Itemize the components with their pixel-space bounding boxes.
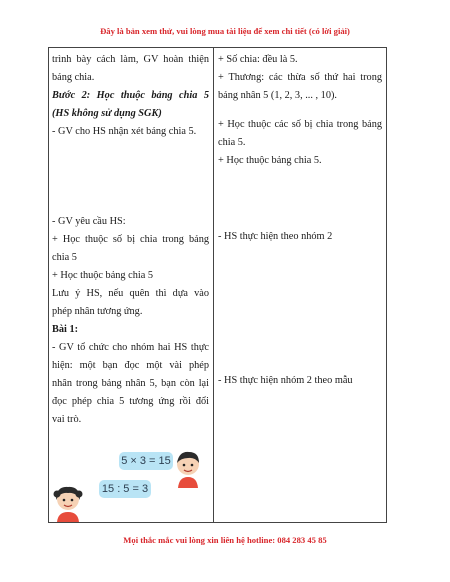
text-line: vai trò. xyxy=(52,414,82,425)
text-line: Lưu ý HS, nếu quên thì dựa vào xyxy=(52,288,209,299)
hotline-notice: Mọi thắc mắc vui lòng xin liên hệ hotline: 084 283 45 85 xyxy=(123,535,327,545)
text-line: - GV cho HS nhận xét bảng chia 5. xyxy=(52,126,197,137)
division-speech-bubble: 15 : 5 = 3 xyxy=(99,480,151,498)
text-line: trình bày cách làm, GV hoàn thiện xyxy=(52,54,209,65)
text-line: chia 5 xyxy=(52,252,77,263)
text-line: + Học thuộc các số bị chia trong bảng xyxy=(218,119,382,130)
lesson-table xyxy=(48,47,387,523)
exercise-illustration xyxy=(49,438,213,523)
text-line: + Học thuộc số bị chia trong bảng xyxy=(52,234,209,245)
spacer xyxy=(218,170,382,228)
text-line: + Thương: các thừa số thứ hai trong xyxy=(218,72,382,83)
text-line: - GV yêu cầu HS: xyxy=(52,216,126,227)
multiplication-speech-bubble: 5 × 3 = 15 xyxy=(119,452,173,470)
spacer xyxy=(218,246,382,372)
teacher-activities-column xyxy=(52,51,209,429)
text-line: + Số chia: đều là 5. xyxy=(218,54,298,65)
text-line: nhân trong bảng nhân 5, bạn còn lại xyxy=(52,378,209,389)
text-line: - HS thực hiện theo nhóm 2 xyxy=(218,231,333,242)
step-2-title: Bước 2: Học thuộc bảng chia 5 xyxy=(52,90,209,101)
preview-notice: Đây là bản xem thử, vui lòng mua tài liệu để xem chi tiết (có lời giải) xyxy=(100,26,350,36)
text-line: + Học thuộc bảng chia 5. xyxy=(218,155,322,166)
text-line: hiện: một bạn đọc một vài phép xyxy=(52,360,209,371)
column-divider xyxy=(213,48,214,522)
boy-icon xyxy=(173,450,203,488)
text-line: bảng nhân 5 (1, 2, 3, ... , 10). xyxy=(218,90,337,101)
spacer xyxy=(52,141,209,213)
text-line: - HS thực hiện nhóm 2 theo mẫu xyxy=(218,375,353,386)
text-line: đọc phép chia 5 tương ứng rồi đổi xyxy=(52,396,209,407)
exercise-1-heading: Bài 1: xyxy=(52,324,79,335)
text-line: + Học thuộc bảng chia 5 xyxy=(52,270,154,281)
girl-icon xyxy=(52,484,84,522)
text-line: - GV tổ chức cho nhóm hai HS thực xyxy=(52,342,209,353)
text-line: bảng chia. xyxy=(52,72,95,83)
step-2-note: (HS không sử dụng SGK) xyxy=(52,108,162,119)
text-line: chia 5. xyxy=(218,137,246,148)
student-activities-column xyxy=(218,51,382,390)
text-line: phép nhân tương ứng. xyxy=(52,306,143,317)
spacer xyxy=(218,105,382,116)
